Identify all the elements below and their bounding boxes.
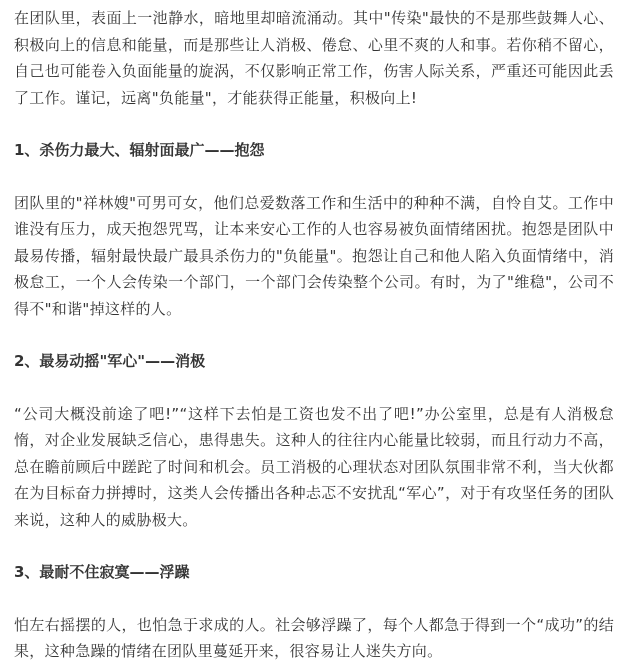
section-heading-negativity: 2、最易动摇"军心"——消极 [14,352,206,370]
section-heading-complaint: 1、杀伤力最大、辐射面最广——抱怨 [14,141,265,159]
section-paragraph-negativity: “公司大概没前途了吧!”“这样下去怕是工资也发不出了吧!”办公室里，总是有人消极怠惰，对企业发展缺乏信心，患得患失。这种人的往往内心能量比较弱，而且行动力不高，总在瞻前顾后中蹉跎了时间和机会。员工消极的心理状态对团队氛围非常不利，当大伙都在为目标奋力拼搏时，这类人会传播出各种忐忑不安扰乱“军心”，对于有攻坚任务的团队来说，这种人的威胁极大。 [14,404,614,529]
section-paragraph-complaint: 团队里的"祥林嫂"可男可女，他们总爱数落工作和生活中的种种不满，自怜自艾。工作中谁没有压力，成天抱怨咒骂，让本来安心工作的人也容易被负面情绪困扰。抱怨是团队中最易传播，辐射最快最广最具杀伤力的"负能量"。抱怨让自己和他人陷入负面情绪中，消极怠工，一个人会传染一个部门，一个部门会传染整个公司。有时，为了"维稳"，公司不得不"和谐"掉这样的人。 [14,193,614,318]
intro-paragraph: 在团队里，表面上一池静水，暗地里却暗流涌动。其中"传染"最快的不是那些鼓舞人心、积极向上的信息和能量，而是那些让人消极、倦怠、心里不爽的人和事。若你稍不留心，自己也可能卷入负面能量的旋涡，不仅影响正常工作，伤害人际关系，严重还可能因此丢了工作。谨记，远离"负能量"，才能获得正能量，积极向上! [14,9,614,107]
section-heading-impetuousness: 3、最耐不住寂寞——浮躁 [14,563,190,581]
section-paragraph-impetuousness: 怕左右摇摆的人，也怕急于求成的人。社会够浮躁了，每个人都急于得到一个“成功”的结果，这种急躁的情绪在团队里蔓延开来，很容易让人迷失方向。 [14,615,614,660]
